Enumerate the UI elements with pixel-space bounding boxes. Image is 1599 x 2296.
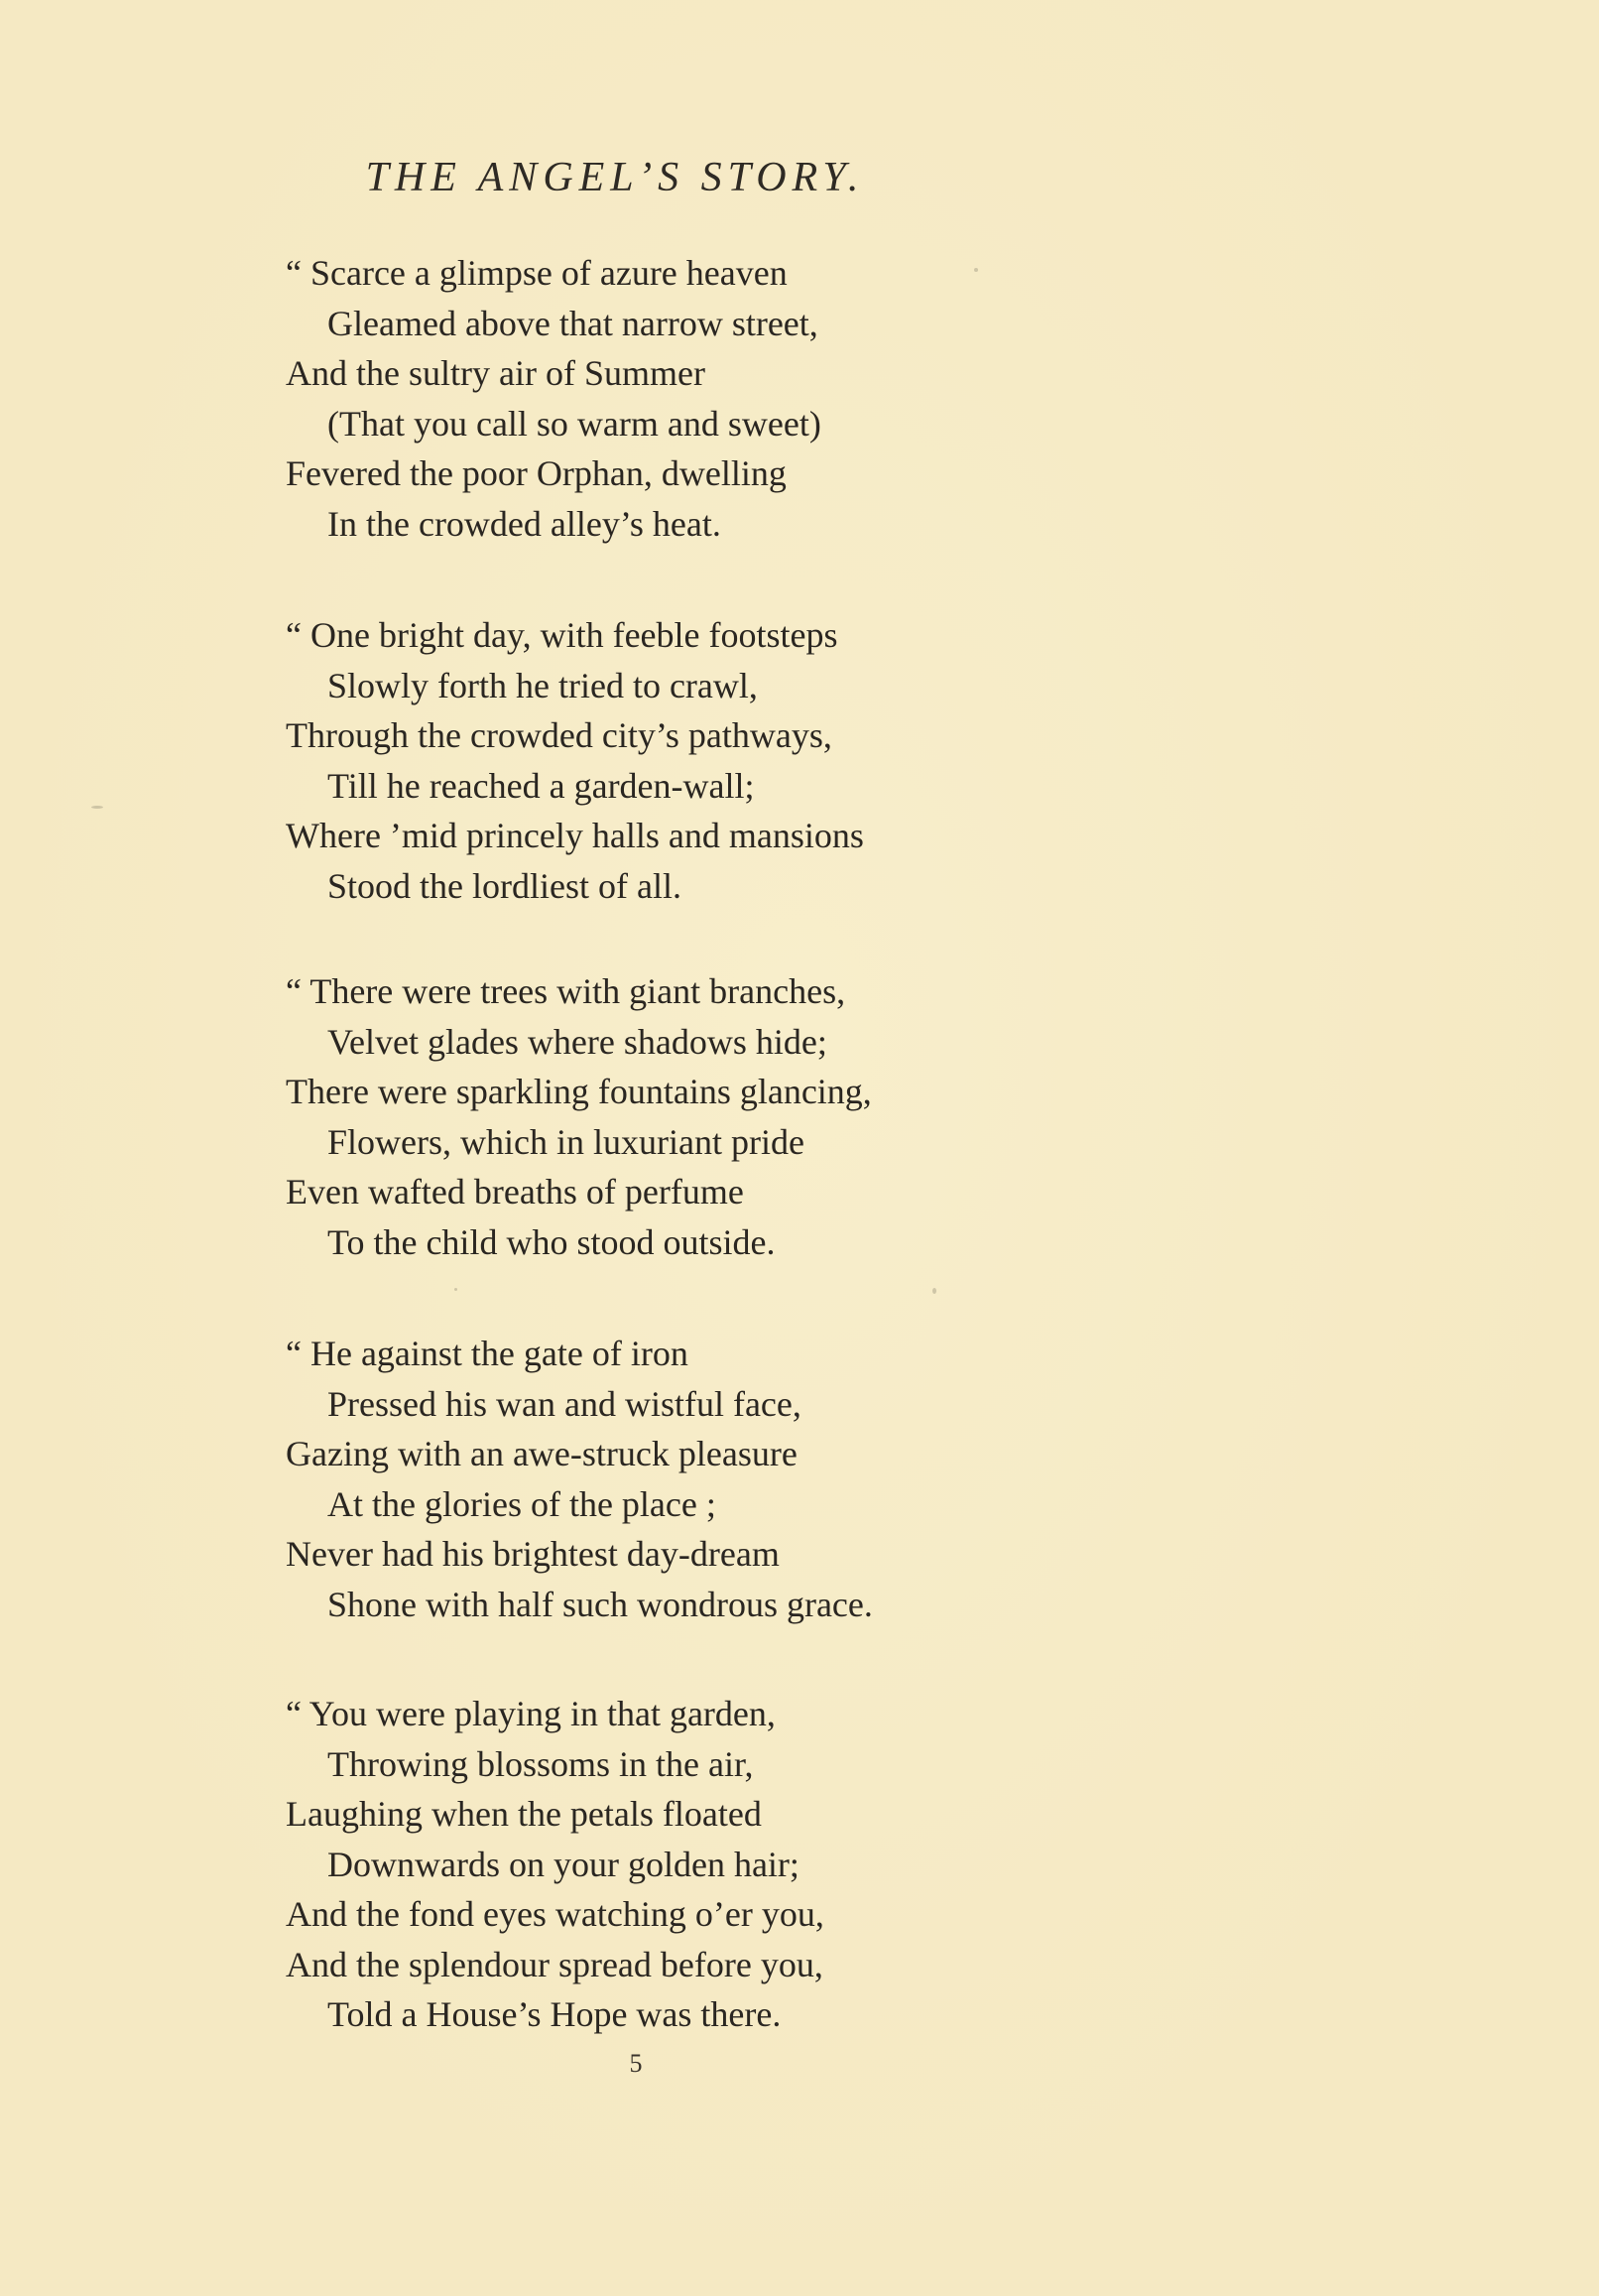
poem-line: Even wafted breaths of perfume — [286, 1172, 744, 1212]
poem-line: Shone with half such wondrous grace. — [327, 1584, 873, 1624]
stanza — [286, 966, 1278, 1267]
poem-line: Flowers, which in luxuriant pride — [327, 1121, 804, 1162]
poem-line: Velvet glades where shadows hide; — [327, 1021, 827, 1062]
poem-line: At the glories of the place ; — [327, 1483, 716, 1524]
poem-line: Pressed his wan and wistful face, — [327, 1383, 801, 1424]
poem-line: Throwing blossoms in the air, — [327, 1743, 754, 1784]
poem-line: “ There were trees with giant branches, — [286, 971, 846, 1011]
poem-line: Till he reached a garden-wall; — [327, 765, 755, 806]
poem-line: “ One bright day, with feeble footsteps — [286, 615, 838, 655]
poem-line: To the child who stood outside. — [327, 1221, 776, 1262]
poem-line: Gleamed above that narrow street, — [327, 303, 818, 343]
poem-line: Laughing when the petals floated — [286, 1794, 762, 1834]
paper-speck — [454, 1288, 457, 1291]
poem-line: Where ’mid princely halls and mansions — [286, 816, 864, 855]
poem-line: There were sparkling fountains glancing, — [286, 1072, 872, 1111]
poem-line: And the fond eyes watching o’er you, — [286, 1894, 824, 1934]
poem-line: Slowly forth he tried to crawl, — [327, 665, 758, 705]
poem-line: Gazing with an awe-struck pleasure — [286, 1434, 798, 1473]
poem-line: Stood the lordliest of all. — [327, 865, 681, 906]
running-title: THE ANGEL’S STORY. — [365, 155, 865, 200]
poem-line: Told a House’s Hope was there. — [327, 1994, 782, 2034]
stanza — [286, 1689, 1278, 2040]
poem-line: Through the crowded city’s pathways, — [286, 715, 832, 755]
poem-line: “ He against the gate of iron — [286, 1334, 688, 1373]
poem-line: (That you call so warm and sweet) — [327, 403, 821, 444]
poem — [286, 248, 1278, 2040]
poem-line: Fevered the poor Orphan, dwelling — [286, 453, 787, 493]
stanza — [286, 610, 1278, 911]
poem-line: Never had his brightest day-dream — [286, 1534, 780, 1574]
poem-line: “ Scarce a glimpse of azure heaven — [286, 253, 788, 293]
poem-line: And the sultry air of Summer — [286, 353, 705, 393]
stanza — [286, 248, 1278, 549]
paper-speck — [932, 1288, 936, 1294]
page-number: 5 — [629, 2049, 643, 2078]
poem-line: In the crowded alley’s heat. — [327, 503, 721, 544]
paper-speck — [974, 268, 978, 272]
stanza — [286, 1329, 1278, 1629]
poem-line: And the splendour spread before you, — [286, 1944, 823, 1984]
poem-line: Downwards on your golden hair; — [327, 1844, 800, 1884]
poem-line: “ You were playing in that garden, — [286, 1694, 776, 1733]
paper-speck — [91, 806, 103, 809]
